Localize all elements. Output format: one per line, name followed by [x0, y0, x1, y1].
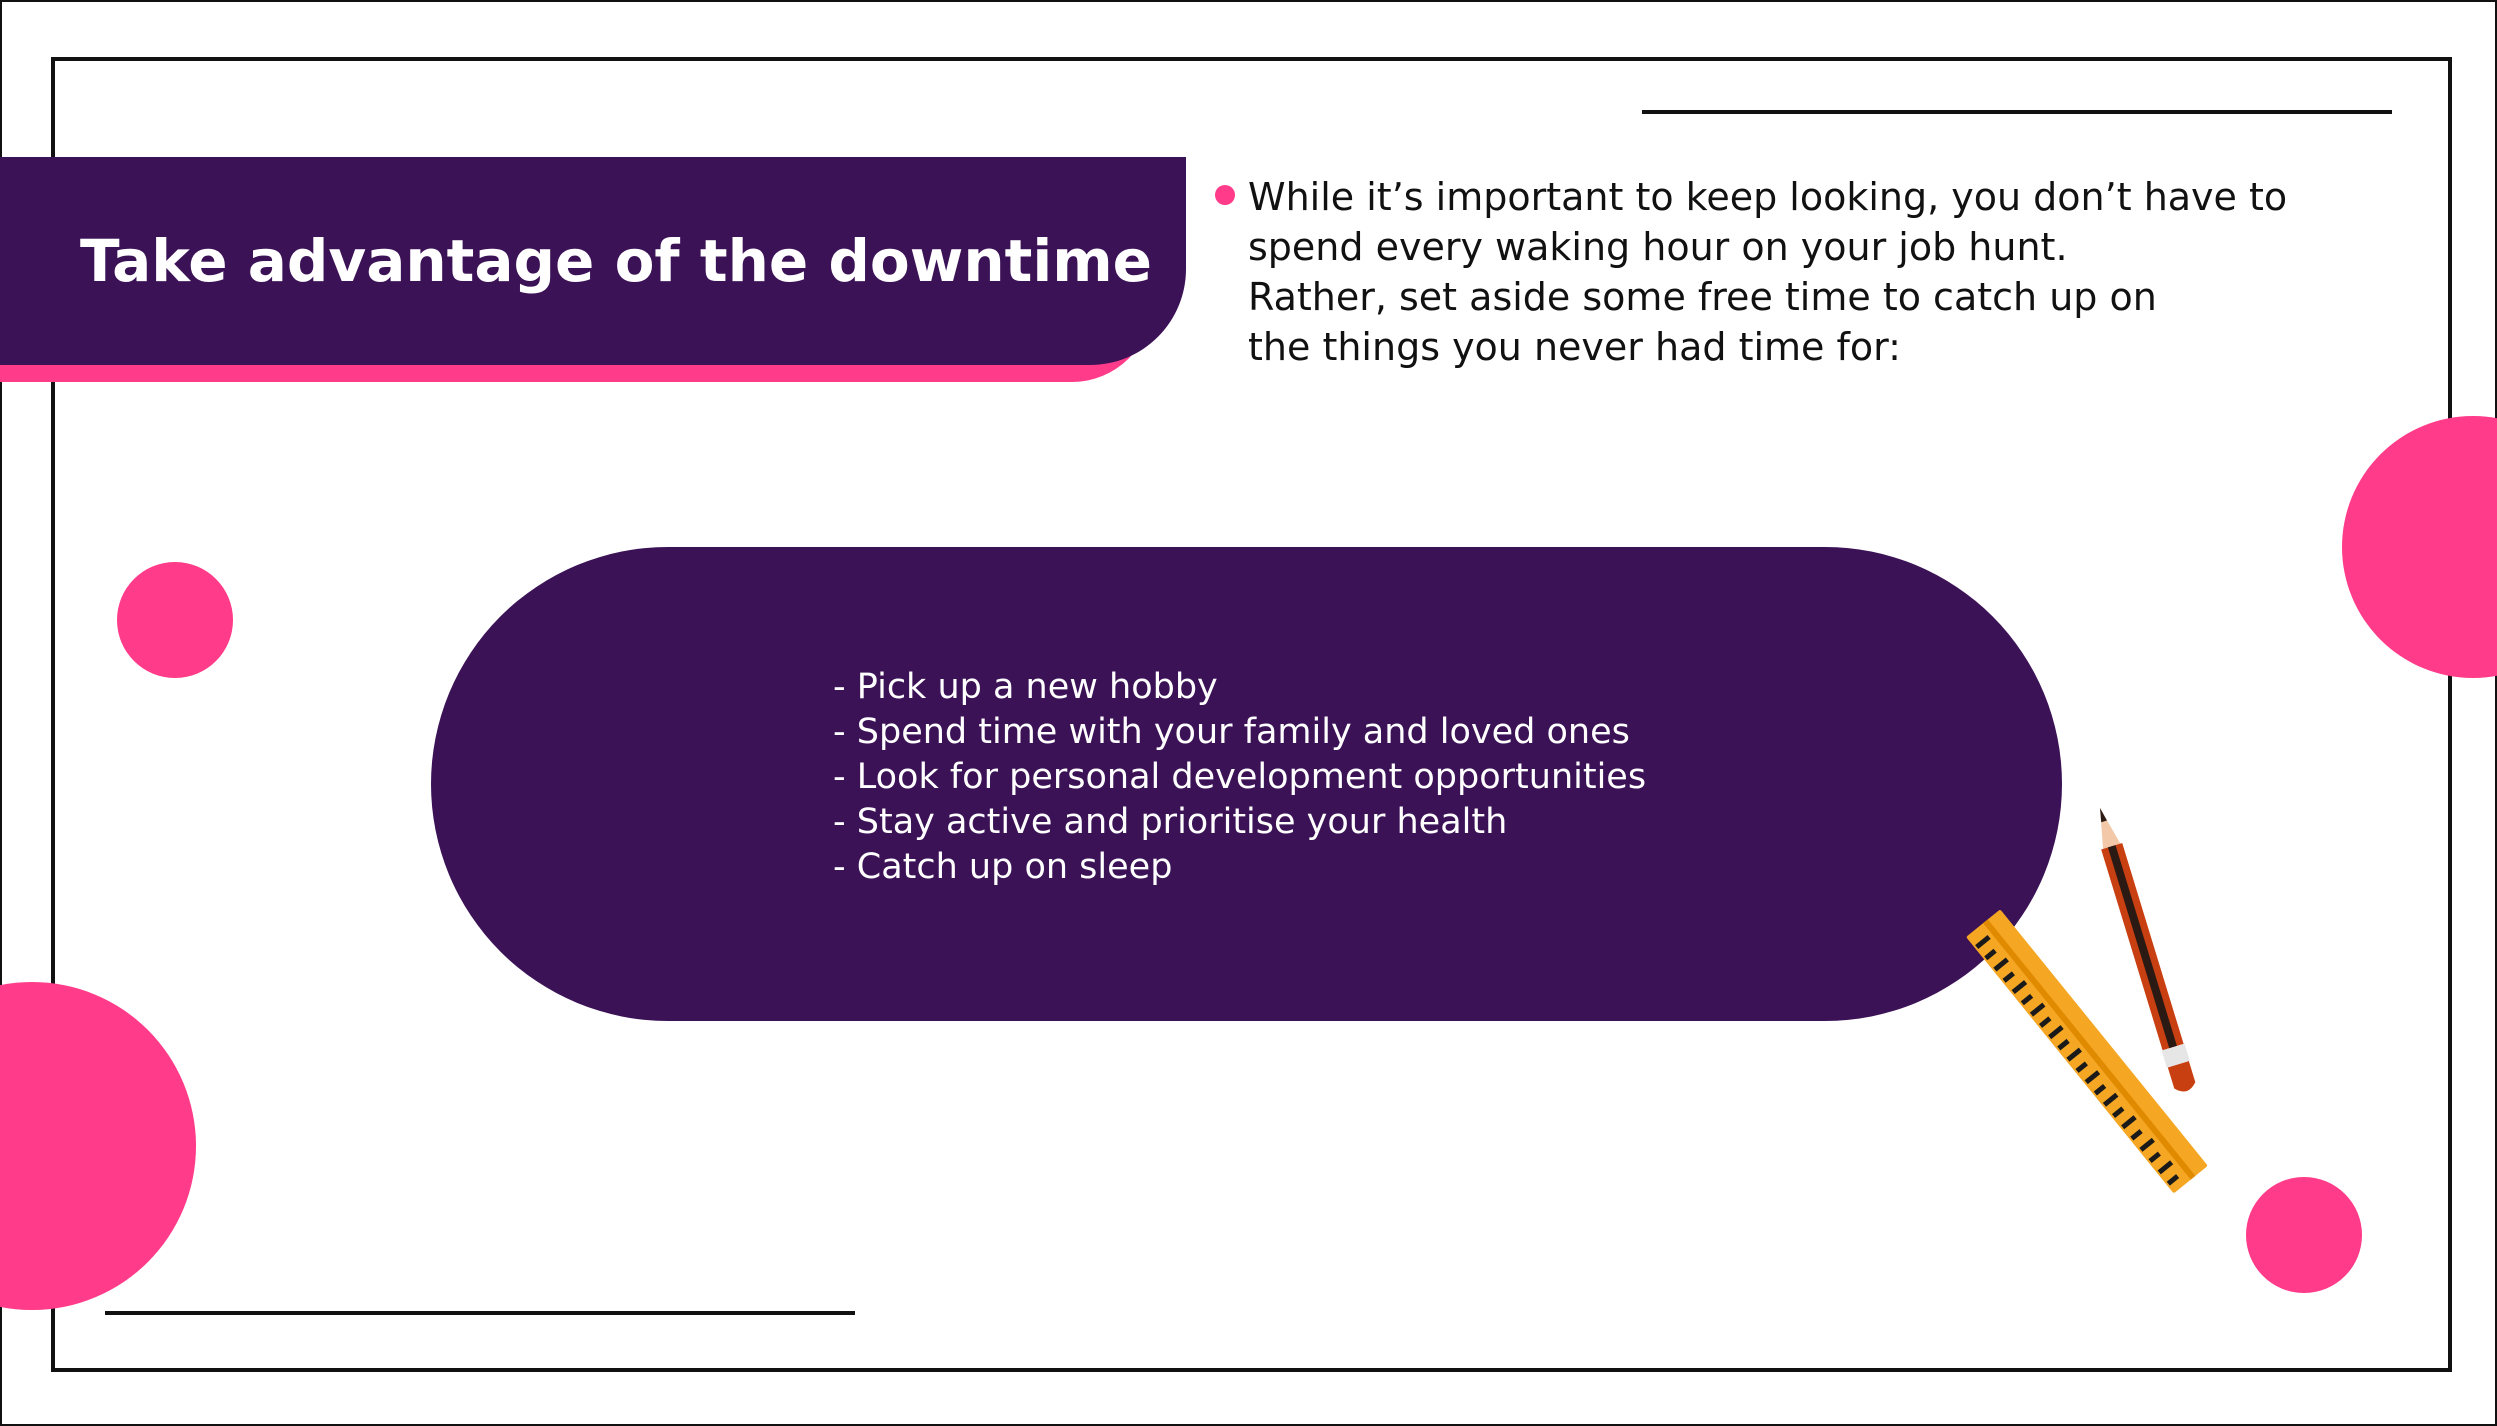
- tip-item: - Stay active and prioritise your health: [833, 802, 1508, 842]
- tip-item: - Catch up on sleep: [833, 847, 1173, 887]
- intro-line: While it’s important to keep looking, you don’t have to: [1248, 175, 2288, 219]
- tip-item: - Look for personal development opportunities: [833, 757, 1647, 797]
- intro-line: spend every waking hour on your job hunt.: [1248, 225, 2068, 269]
- intro-line: Rather, set aside some free time to catch up on: [1248, 275, 2157, 319]
- tip-item: - Spend time with your family and loved ones: [833, 712, 1630, 752]
- intro-line: the things you never had time for:: [1248, 325, 1901, 369]
- slide-title: Take advantage of the downtime: [80, 227, 1153, 295]
- tip-item: - Pick up a new hobby: [833, 667, 1218, 707]
